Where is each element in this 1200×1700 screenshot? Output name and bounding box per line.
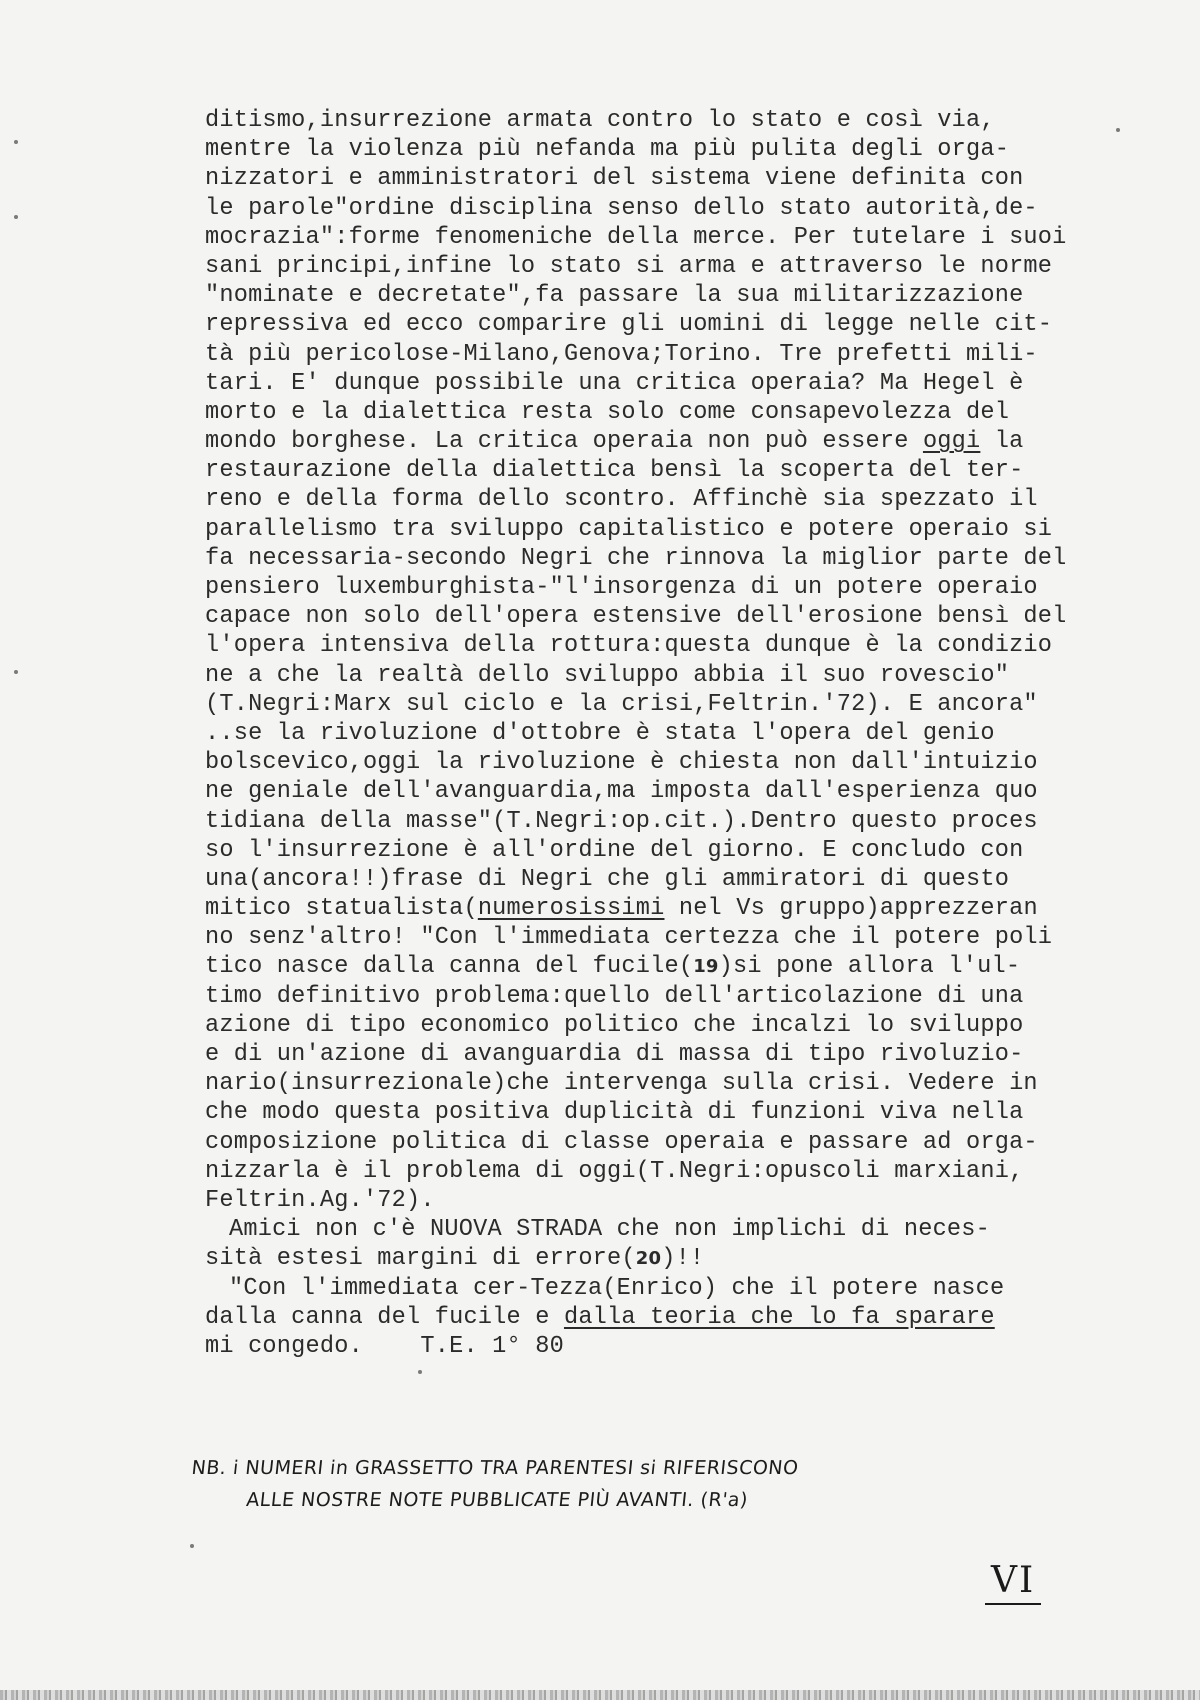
text-line: sani principi,infine lo stato si arma e attraverso le norme — [205, 252, 1053, 280]
text-line: tidiana della masse"(T.Negri:op.cit.).Dentro questo proces — [205, 807, 1038, 835]
text-line: capace non solo dell'opera estensive dell'erosione bensì del — [205, 603, 1067, 631]
scan-speck — [14, 670, 18, 674]
text-segment: mitico statualista( — [205, 895, 478, 923]
text-line: che modo questa positiva duplicità di funzioni viva nella — [205, 1099, 1024, 1127]
text-line-with-underline — [205, 894, 1125, 923]
text-line: (T.Negri:Marx sul ciclo e la crisi,Feltrin.'72). E ancora" — [205, 690, 1038, 718]
text-segment: mondo borghese. La critica operaia non può essere — [205, 428, 923, 456]
text-line: nizzarla è il problema di oggi(T.Negri:opuscoli marxiani, — [205, 1157, 1024, 1185]
text-line: azione di tipo economico politico che incalzi lo sviluppo — [205, 1011, 1024, 1039]
text-line: pensiero luxemburghista-"l'insorgenza di un potere operaio — [205, 574, 1038, 601]
handwritten-note-line-2: ALLE NOSTRE NOTE PUBBLICATE PIÙ AVANTI. (R'a) — [245, 1489, 750, 1511]
text-line: ditismo,insurrezione armata contro lo stato e così via, — [205, 107, 995, 134]
page-number: VI — [985, 1560, 1041, 1605]
text-line: nario(insurrezionale)che intervenga sulla crisi. Vedere in — [205, 1070, 1038, 1098]
scan-speck — [1116, 128, 1120, 132]
text-line: no senz'altro! "Con l'immediata certezza che il potere poli — [205, 924, 1053, 952]
text-line-with-note-19 — [205, 952, 1125, 981]
text-line: composizione politica di classe operaia e passare ad orga- — [205, 1128, 1038, 1156]
text-line: reno e della forma dello scontro. Affinchè sia spezzato il — [205, 486, 1038, 514]
text-line: ..se la rivoluzione d'ottobre è stata l'opera del genio — [205, 719, 995, 747]
text-line: tari. E' dunque possibile una critica operaia? Ma Hegel è — [205, 369, 1024, 397]
text-segment: )!! — [661, 1245, 705, 1273]
text-line: parallelismo tra sviluppo capitalistico e potere operaio si — [205, 515, 1053, 543]
typed-body-text — [205, 106, 1125, 1361]
text-line: Feltrin.Ag.'72). — [205, 1186, 435, 1214]
text-segment: nel Vs gruppo)apprezzeran — [664, 895, 1038, 923]
scan-speck — [14, 140, 18, 144]
text-line: tà più pericolose-Milano,Genova;Torino. Tre prefetti mili- — [205, 340, 1038, 368]
text-line: una(ancora!!)frase di Negri che gli ammiratori di questo — [205, 865, 1010, 893]
text-line: fa necessaria-secondo Negri che rinnova la miglior parte del — [205, 544, 1067, 572]
text-segment: dalla canna del fucile e — [205, 1303, 564, 1331]
text-segment: sità estesi margini di errore( — [205, 1245, 636, 1273]
text-line: restaurazione della dialettica bensì la scoperta del ter- — [205, 457, 1024, 485]
text-line: timo definitivo problema:quello dell'articolazione di una — [205, 982, 1024, 1010]
scan-speck — [418, 1370, 422, 1374]
text-line-with-note-20 — [205, 1244, 1125, 1273]
underlined-word-oggi: oggi — [922, 428, 981, 456]
text-line: "Con l'immediata cer-Tezza(Enrico) che il potere nasce — [229, 1274, 1005, 1302]
text-line: ne geniale dell'avanguardia,ma imposta dall'esperienza quo — [205, 778, 1038, 806]
text-line: mocrazia":forme fenomeniche della merce. Per tutelare i suoi — [205, 223, 1067, 251]
text-line: e di un'azione di avanguardia di massa di tipo rivoluzio- — [205, 1041, 1024, 1068]
text-line: ne a che la realtà dello sviluppo abbia il suo rovescio" — [205, 661, 1010, 689]
text-line: nizzatori e amministratori del sistema viene definita con — [205, 165, 1024, 193]
text-line: morto e la dialettica resta solo come consapevolezza del — [205, 398, 1010, 426]
text-line-with-underline — [205, 1303, 1125, 1332]
signature-line: mi congedo. T.E. 1° 80 — [205, 1332, 564, 1360]
text-line: "nominate e decretate",fa passare la sua militarizzazione — [205, 282, 1024, 310]
text-line: le parole"ordine disciplina senso dello stato autorità,de- — [205, 194, 1038, 222]
text-segment: )si pone allora l'ul- — [718, 953, 1021, 981]
underlined-word-numerosissimi: numerosissimi — [477, 895, 665, 923]
text-line: so l'insurrezione è all'ordine del giorno. E concludo con — [205, 836, 1024, 864]
text-segment: tico nasce dalla canna del fucile( — [205, 953, 694, 981]
scan-speck — [14, 215, 18, 219]
scan-speck — [190, 1544, 194, 1548]
text-line: mentre la violenza più nefanda ma più pulita degli orga- — [205, 136, 1010, 164]
text-line-with-underline — [205, 427, 1125, 456]
handwritten-note — [187, 1452, 801, 1516]
text-line: bolscevico,oggi la rivoluzione è chiesta non dall'intuizio — [205, 749, 1038, 777]
text-line: repressiva ed ecco comparire gli uomini di legge nelle cit- — [205, 311, 1053, 339]
underlined-phrase: dalla teoria che lo fa sparare — [563, 1303, 995, 1331]
footnote-ref-19: 19 — [693, 956, 719, 978]
handwritten-note-line-1: NB. i NUMERI in GRASSETTO TRA PARENTESI si RIFERISCONO — [190, 1457, 800, 1479]
text-line: l'opera intensiva della rottura:questa dunque è la condizio — [205, 632, 1053, 660]
text-line: Amici non c'è NUOVA STRADA che non implichi di neces- — [229, 1216, 991, 1244]
footnote-ref-20: 20 — [635, 1248, 662, 1270]
text-segment: la — [980, 428, 1024, 456]
